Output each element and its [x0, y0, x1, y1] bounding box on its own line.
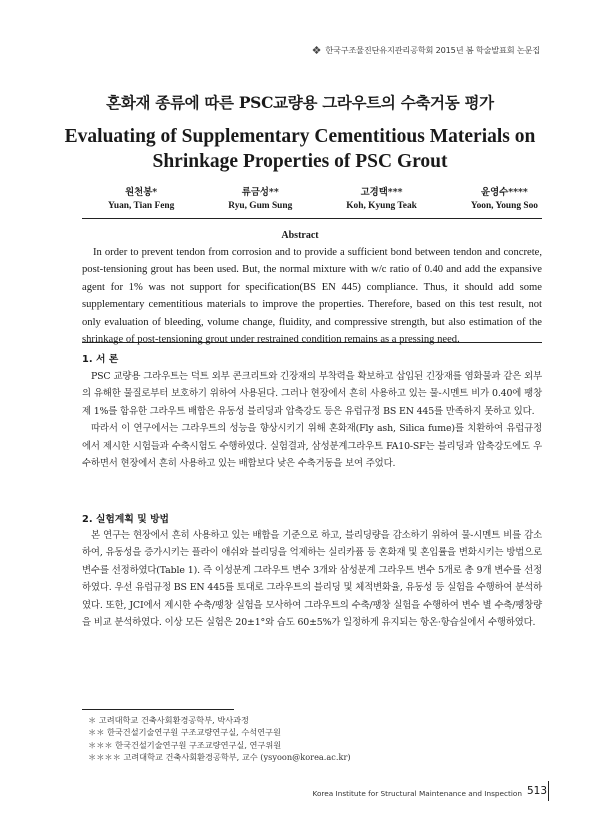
- footnote-divider: [82, 709, 234, 710]
- section-heading-introduction: 1. 서 론: [82, 354, 119, 365]
- paragraph: PSC 교량용 그라우트는 덕트 외부 콘크리트와 긴장재의 부착력을 확보하고 삽입된 긴장재를 염화물과 같은 외부의 유해한 물질로부터 보호하기 위하여 사용된다. 그러나 현장에서 흔히 사용하고 있는 물-시멘트 비가 0.40에 팽창제 1%를 함유한 그라우트 배합은 유동성 블리딩과 압축강도 등은 유럽규정 BS EN 445를 만족하지 못하고 있다.: [82, 371, 542, 417]
- footnote-list: [88, 714, 351, 764]
- author-name-english: Ryu, Gum Sung: [228, 201, 293, 211]
- abstract-text: In order to prevent tendon from corrosion and to provide a sufficient bond between tendon and concrete, post-tensioning grout has been used. But, the normal mixture with w/c ratio of 0.40 and add the expansive agent for 1% was not support for specification(BS EN 445) compliance. Thus, it should add some supplementary cementitious materials to improve the properties. Therefore, based on this test result, not only evaluation of bleeding, volume change, fluidity, and compressive strength, but also estimation of the shrinkage of post-tensioning grout under restrained condition remains as a pressing need.: [82, 247, 542, 346]
- abstract-divider: [82, 342, 542, 343]
- author-name-korean: 원천봉*: [125, 187, 158, 198]
- paragraph: 본 연구는 현장에서 흔히 사용하고 있는 배합을 기준으로 하고, 블리딩량을 감소하기 위하여 물-시멘트 비를 감소하여, 유동성을 증가시키는 플라이 애쉬와 블리딩을 억제하는 실리카퓸 등 혼화재 및 혼입률을 변화시키는 방법으로 변수를 선정하였다(Table 1). 즉 이성분계 그라우트 변수 3개와 삼성분계 그라우트 변수 5개로 총 9개 변수를 선정하였다. 우선 유럽규정 BS EN 445를 토대로 그라우트의 블리딩 및 체적변화율, 유동성 등 실험을 수행하여 분석하였다. 또한, JCI에서 제시한 수축/팽창 실험을 모사하여 그라우트의 수축/팽창 실험을 수행하여 변수 별 수축/팽창량을 비교 분석하였다. 이상 모든 실험은 20±1°와 습도 60±5%가 일정하게 유지되는 항온·항습실에서 수행하였다.: [82, 530, 542, 629]
- footer-institute: Korea Institute for Structural Maintenance and Inspection: [312, 789, 522, 798]
- running-header: [312, 44, 540, 57]
- institute-logo-icon: ❖: [311, 44, 322, 57]
- author-name-english: Koh, Kyung Teak: [346, 201, 417, 211]
- paragraph: 따라서 이 연구에서는 그라우트의 성능을 향상시키기 위해 혼화재(Fly ash, Silica fume)를 치환하여 유럽규정에서 제시한 시험들과 수축시험도 수행하였다. 실험결과, 삼성분계그라우트 FA10-SF는 블리딩과 압축강도에도 우수하면서 현장에서 흔히 사용하고 있는 배합보다 낮은 수축거동을 보여 주었다.: [82, 423, 542, 470]
- author: [228, 184, 292, 211]
- author-name-korean: 윤영수****: [481, 187, 528, 198]
- author: [108, 184, 174, 211]
- title-english: [0, 124, 600, 174]
- author-divider: [82, 218, 542, 219]
- author-list: [108, 184, 538, 211]
- footnote: ＊ 고려대학교 건축사회환경공학부, 박사과정: [88, 715, 249, 725]
- title-korean: 혼화재 종류에 따른 PSC교량용 그라우트의 수축거동 평가: [106, 93, 494, 112]
- author: [471, 184, 538, 211]
- abstract-heading: Abstract: [281, 230, 319, 241]
- title-english-line-2: Shrinkage Properties of PSC Grout: [152, 151, 448, 172]
- footnote: ＊＊＊ 한국건설기술연구원 구조교량연구실, 연구위원: [88, 739, 282, 750]
- page-number: 513: [527, 785, 548, 797]
- footnote: ＊＊ 한국건설기술연구원 구조교량연구실, 수석연구원: [88, 727, 281, 738]
- footnote: ＊＊＊＊ 고려대학교 건축사회환경공학부, 교수 (ysyoon@korea.ac.kr): [88, 752, 351, 763]
- section-body-methods: [82, 527, 542, 631]
- author-name-english: Yoon, Young Soo: [470, 201, 538, 211]
- footer-divider: [548, 781, 549, 801]
- author: [346, 184, 417, 211]
- running-header-text: 한국구조물진단유지관리공학회 2015년 봄 학술발표회 논문집: [325, 45, 540, 55]
- section-heading-methods: 2. 실험계획 및 방법: [82, 514, 170, 525]
- author-name-english: Yuan, Tian Feng: [108, 201, 175, 211]
- author-name-korean: 류금성**: [241, 187, 279, 198]
- title-english-line-1: Evaluating of Supplementary Cementitious Materials on: [64, 126, 536, 147]
- section-body-introduction: [82, 368, 542, 472]
- author-name-korean: 고경택***: [360, 187, 403, 198]
